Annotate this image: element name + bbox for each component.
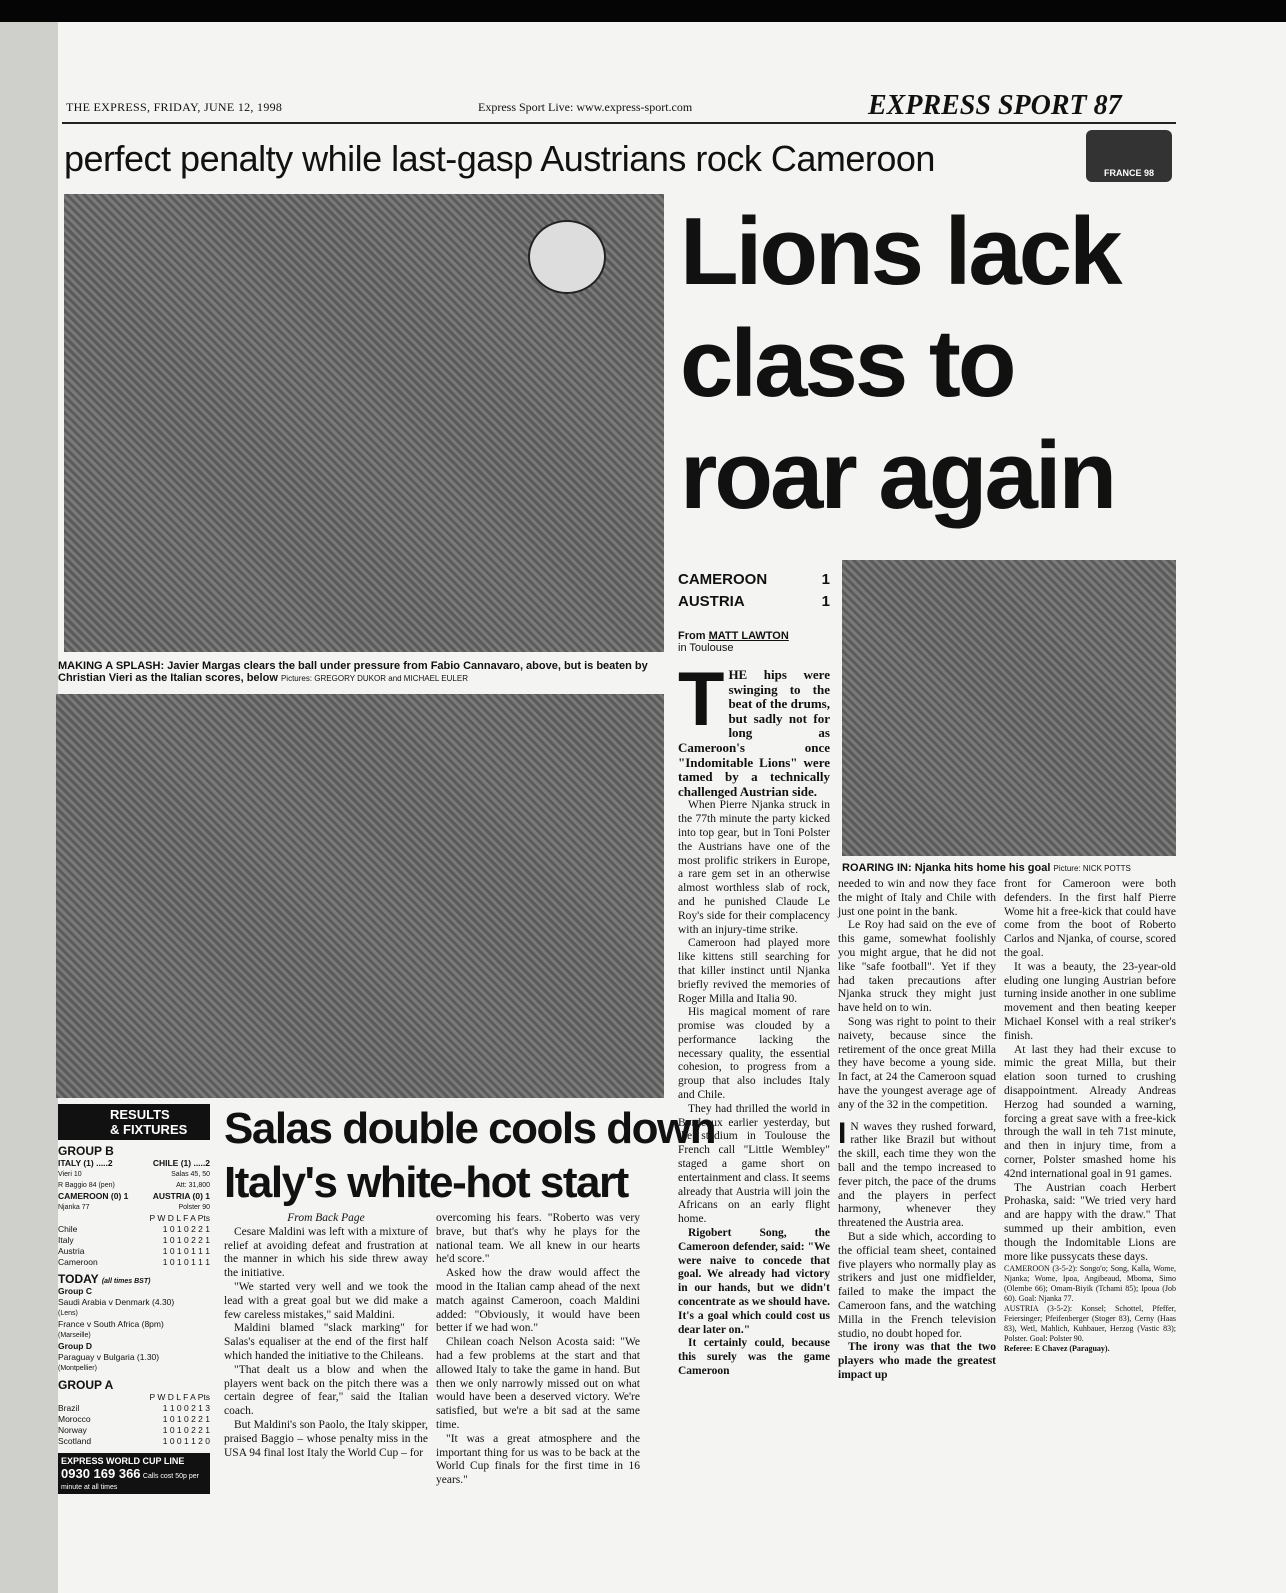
page-number: 87	[1093, 90, 1122, 121]
section-title: EXPRESS SPORT 87	[868, 90, 1122, 121]
main-headline: Lions lack class to roar again	[680, 198, 1120, 529]
lineup-cameroon: CAMEROON (3-5-2): Songo'o; Song, Kalla, Wome, Njanka; Wome, Ipoa, Angibeaud, Mboma, Simo (Olembe 66); Omam-Biyik (Tchami 85); Ipoua (Job 60). Goal: Njanka 77.	[1004, 1264, 1176, 1304]
photo-margas-cannavaro	[64, 194, 664, 652]
results-fixtures-box: RESULTS & FIXTURES GROUP B ITALY (1) .....2 CHILE (1) .....2 Vieri 10 Salas 45, 50 R Baggio 84 (pen) Att: 31,800 CAMEROON (0) 1 AUSTRIA (0) 1 Njanka 77 Polster 90 P W D L F A Pts Chile 1 0 1 0 2 2 1 Italy 1 0 1 0 2 2 1 Austria 1 0 1 0 1 1 1 Cameroon 1 0 1 0 1 1 1 TODAY (all times BST) Group C Saudi Arabia v Denmark (4.30) (Lens) France v South Africa (8pm) (Marseille) Group D Paraguay v Bulgaria (1.30) (Montpellier) GROUP A P W D L F A Pts Brazil 1 1 0 0 2 1 3 Morocco 1 0 1 0 2 2 1 Norway 1 0 1 0 2 2 1 Scotland 1 0 0 1 1 2 0 EXPRESS WORLD CUP LINE 0930 169 366 Calls cost 50p per minute at all times	[58, 1104, 210, 1494]
table-row: Austria 1 0 1 0 1 1 1	[58, 1246, 210, 1256]
scan-left-edge	[0, 22, 58, 1593]
table-row: Morocco 1 0 1 0 2 2 1	[58, 1414, 210, 1424]
score-row-cameroon: CAMEROON 1	[678, 570, 830, 588]
table-row: Cameroon 1 0 1 0 1 1 1	[58, 1257, 210, 1267]
photo-njanka-goal	[842, 560, 1176, 856]
article-column-1: T HE hips were swinging to the beat of the drums, but sadly not for long as Cameroon's once "Indomitable Lions" were tamed by a technically challenged Austrian side. When Pierre Njanka struck in the 77th minute the party kicked into top gear, but in Toni Polster the Austrians have one of the most prolific strikers in Europe, a rare gem set in an otherwise almost worthless slab of rock, and he punished Claude Le Roy's side for their complacency with an injury-time strike. Cameroon had played more like kittens still searching for that killer instinct until Njanka briefly revived the memories of Roger Milla and Italia 90. His magical moment of rare promise was clouded by a performance lacking the necessary quality, the essential cohesion, to progress from a group that also includes Italy and Chile. They had thrilled the world in Bordeaux earlier yesterday, but the stadium in Toulouse the French call "Little Wembley" staged a game short on entertainment and class. It seems already that Austria will join the Africans on an early flight home. Rigobert Song, the Cameroon defender, said: "We were naive to concede that goal. We already had victory in our hands, but we didn't concentrate as we should have. It's a goal which could cost us dear later on." It certainly could, because this surely was the game Cameroon	[678, 657, 830, 1378]
football-icon	[528, 220, 606, 294]
table-row: Norway 1 0 1 0 2 2 1	[58, 1425, 210, 1435]
photo-caption: MAKING A SPLASH: Javier Margas clears the ball under pressure from Fabio Cannavaro, above, but is beaten by Christian Vieri as the Italian scores, below Pictures: GREGORY DUKOR and MICHAEL EULER	[58, 660, 648, 684]
article-column-2: needed to win and now they face the might of Italy and Chile with just one point in the bank. Le Roy had said on the eve of this game, somewhat foolishly you might argue, that he did not like "safe football". Yet if they had taken precautions after Njanka struck they might just have held on to win. Song was right to point to their naivety, because since the retirement of the once great Milla they have become a young side. In fact, at 24 the Cameroon squad have the youngest average age of any of the 32 in the competition. I N waves they rushed forward, rather like Brazil but without the skill, each time they won the ball and the tempo increased to fever pitch, the pace of the drums and the players in perfect harmony, whenever they threatened the Austria area. But a side which, according to the official team sheet, contained five players who normally play as strikers and just one midfielder, failed to make the impact the Cameroon fans, and the watching Milla in the French television studio, no doubt hoped for. The irony was that the two players who made the greatest impact up	[838, 878, 996, 1381]
photo-vieri-scores	[56, 694, 664, 1098]
table-row: Brazil 1 1 0 0 2 1 3	[58, 1403, 210, 1413]
second-article-column-2: overcoming his fears. "Roberto was very brave, but that's why he plays for the national team. We all knew in our hearts he'd score." Asked how the draw would affect the mood in the Italian camp ahead of the next match against Cameroon, coach Maldini added: "Obviously, it would have been better if we had won." Chilean coach Nelson Acosta said: "We had a few problems at the start and that allowed Italy to take the game in hand. But then we only narrowly missed out on what would have been a deserved victory. We're satisfied, but we're a bit sad at the same time. "It was a great atmosphere and the important thing for us was to be back at the World Cup finals for the first time in 16 years."	[436, 1212, 640, 1487]
second-article-column-1: From Back Page Cesare Maldini was left with a mixture of relief at avoiding defeat and frustration at the manner in which his side threw away the initiative. "We started very well and we took the lead with a great goal but we did make a few careless mistakes," said Maldini. Maldini blamed "slack marking" for Salas's equaliser at the end of the first half which handed the initiative to the Chileans. "That dealt us a blow and when the players went back on the pitch there was a certain degree of fear," said the Italian coach. But Maldini's son Paolo, the Italy skipper, praised Baggio – whose penalty miss in the USA 94 final lost Italy the World Cup – for	[224, 1212, 428, 1459]
website-line: Express Sport Live: www.express-sport.com	[478, 100, 693, 114]
dateline: THE EXPRESS, FRIDAY, JUNE 12, 1998	[66, 100, 283, 114]
lineup-austria: AUSTRIA (3-5-2): Konsel; Schottel, Pfeffer, Feiersinger; Pfeifenberger (Stoger 83), Cerny (Haas 83), Wetl, Mahlich, Kuhbauer, Herzog (Vastic 83); Polster. Goal: Polster 90.	[1004, 1304, 1176, 1344]
article-column-3: front for Cameroon were both defenders. In the first half Pierre Wome hit a free-kick that could have come from the boot of Roberto Carlos and Njanka, of course, scored the goal. It was a beauty, the 23-year-old eluding one lunging Austrian before turning inside another in one sublime movement and then beating keeper Michael Konsel with a real striker's finish. At last they had their excuse to mimic the great Milla, but their elation soon turned to crushing disappointment. Already Andreas Herzog had sounded a warning, forcing a great save with a free-kick through the wall in teh 71st minute, and then in injury time, from a corner, Polster smashed home his 42nd international goal in 91 games. The Austrian coach Herbert Prohaska, said: "We tried very hard and are happy with the draw." That summed up their ambition, even though the Indomitable Lions are more like pussycats these days. CAMEROON (3-5-2): Songo'o; Song, Kalla, Wome, Njanka; Wome, Ipoa, Angibeaud, Mboma, Simo (Olembe 66); Omam-Biyik (Tchami 85); Ipoua (Job 60). Goal: Njanka 77. AUSTRIA (3-5-2): Konsel; Schottel, Pfeffer, Feiersinger; Pfeifenberger (Stoger 83), Cerny (Haas 83), Wetl, Mahlich, Kuhbauer, Herzog (Vastic 83); Polster. Goal: Polster 90. Referee: E Chavez (Paraguay).	[1004, 878, 1176, 1354]
kicker-headline: perfect penalty while last-gasp Austrians rock Cameroon	[64, 138, 935, 179]
results-header: RESULTS & FIXTURES	[58, 1104, 210, 1140]
scoreline	[678, 568, 830, 612]
second-headline: Salas double cools down Italy's white-hot start	[224, 1104, 716, 1207]
referee: Referee: E Chavez (Paraguay).	[1004, 1344, 1110, 1354]
drop-cap: T	[678, 657, 725, 742]
france98-logo: FRANCE 98	[1086, 130, 1172, 182]
top-black-bar	[0, 0, 1286, 22]
table-row: Italy 1 0 1 0 2 2 1	[58, 1235, 210, 1245]
header-rule	[62, 122, 1176, 124]
byline: From MATT LAWTON in Toulouse	[678, 630, 789, 654]
photo-caption-2: ROARING IN: Njanka hits home his goal Picture: NICK POTTS	[842, 862, 1131, 874]
score-row-austria: AUSTRIA 1	[678, 592, 830, 610]
world-cup-line: EXPRESS WORLD CUP LINE 0930 169 366 Calls cost 50p per minute at all times	[58, 1453, 210, 1494]
table-row: Chile 1 0 1 0 2 2 1	[58, 1224, 210, 1234]
table-row: Scotland 1 0 0 1 1 2 0	[58, 1436, 210, 1446]
